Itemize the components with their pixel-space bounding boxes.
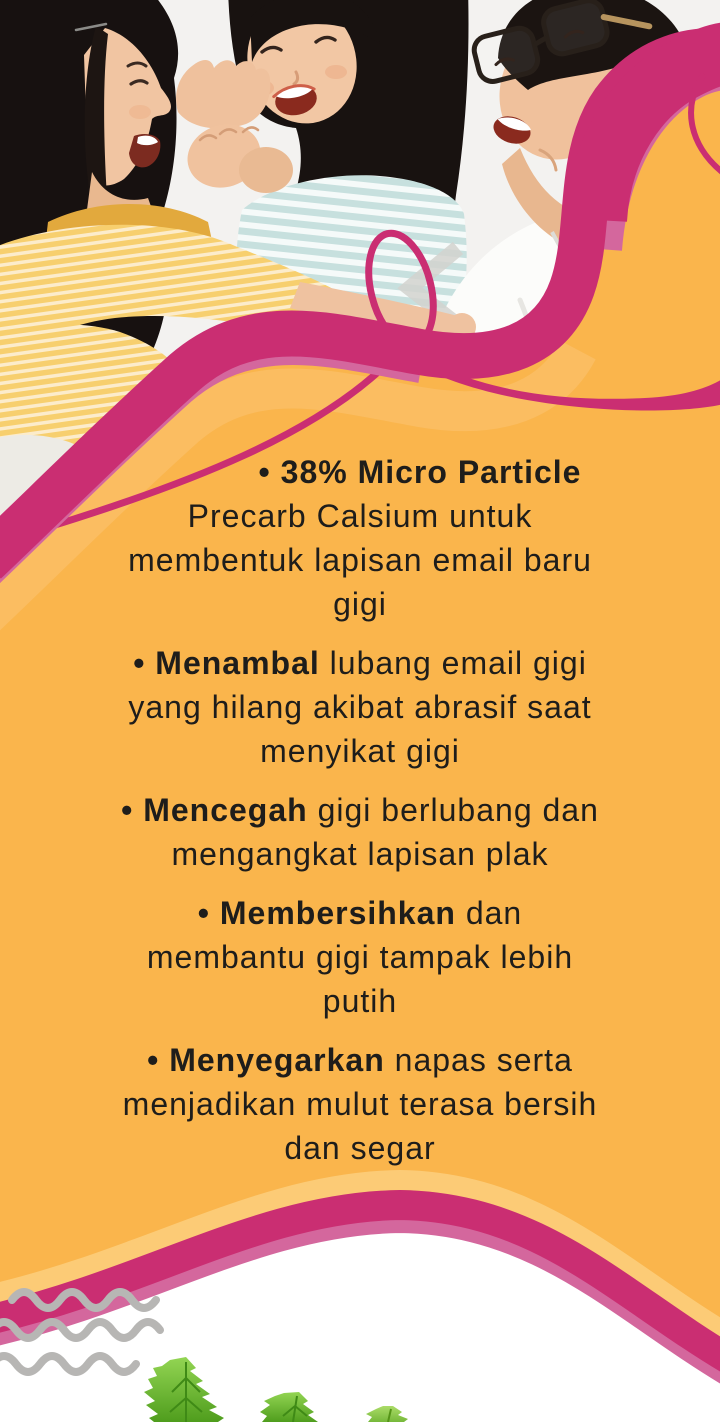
benefit-item: • Membersihkan dan membantu gigi tampak lebih putih (146, 895, 574, 1019)
girl-blush (129, 105, 151, 119)
mom-clasped-fist (239, 147, 293, 193)
mom-blush (325, 65, 347, 79)
benefit-item: • Mencegah gigi berlubang dan mengangkat lapisan plak (121, 792, 599, 872)
benefits-list (30, 450, 690, 1185)
benefit-item: • 38% Micro Particle Precarb Calsium untuk membentuk lapisan email baru gigi (128, 454, 592, 622)
benefit-item: • Menyegarkan napas serta menjadikan mulut terasa bersih dan segar (122, 1042, 598, 1166)
benefit-item: • Menambal lubang email gigi yang hilang akibat abrasif saat menyikat gigi (128, 645, 592, 769)
